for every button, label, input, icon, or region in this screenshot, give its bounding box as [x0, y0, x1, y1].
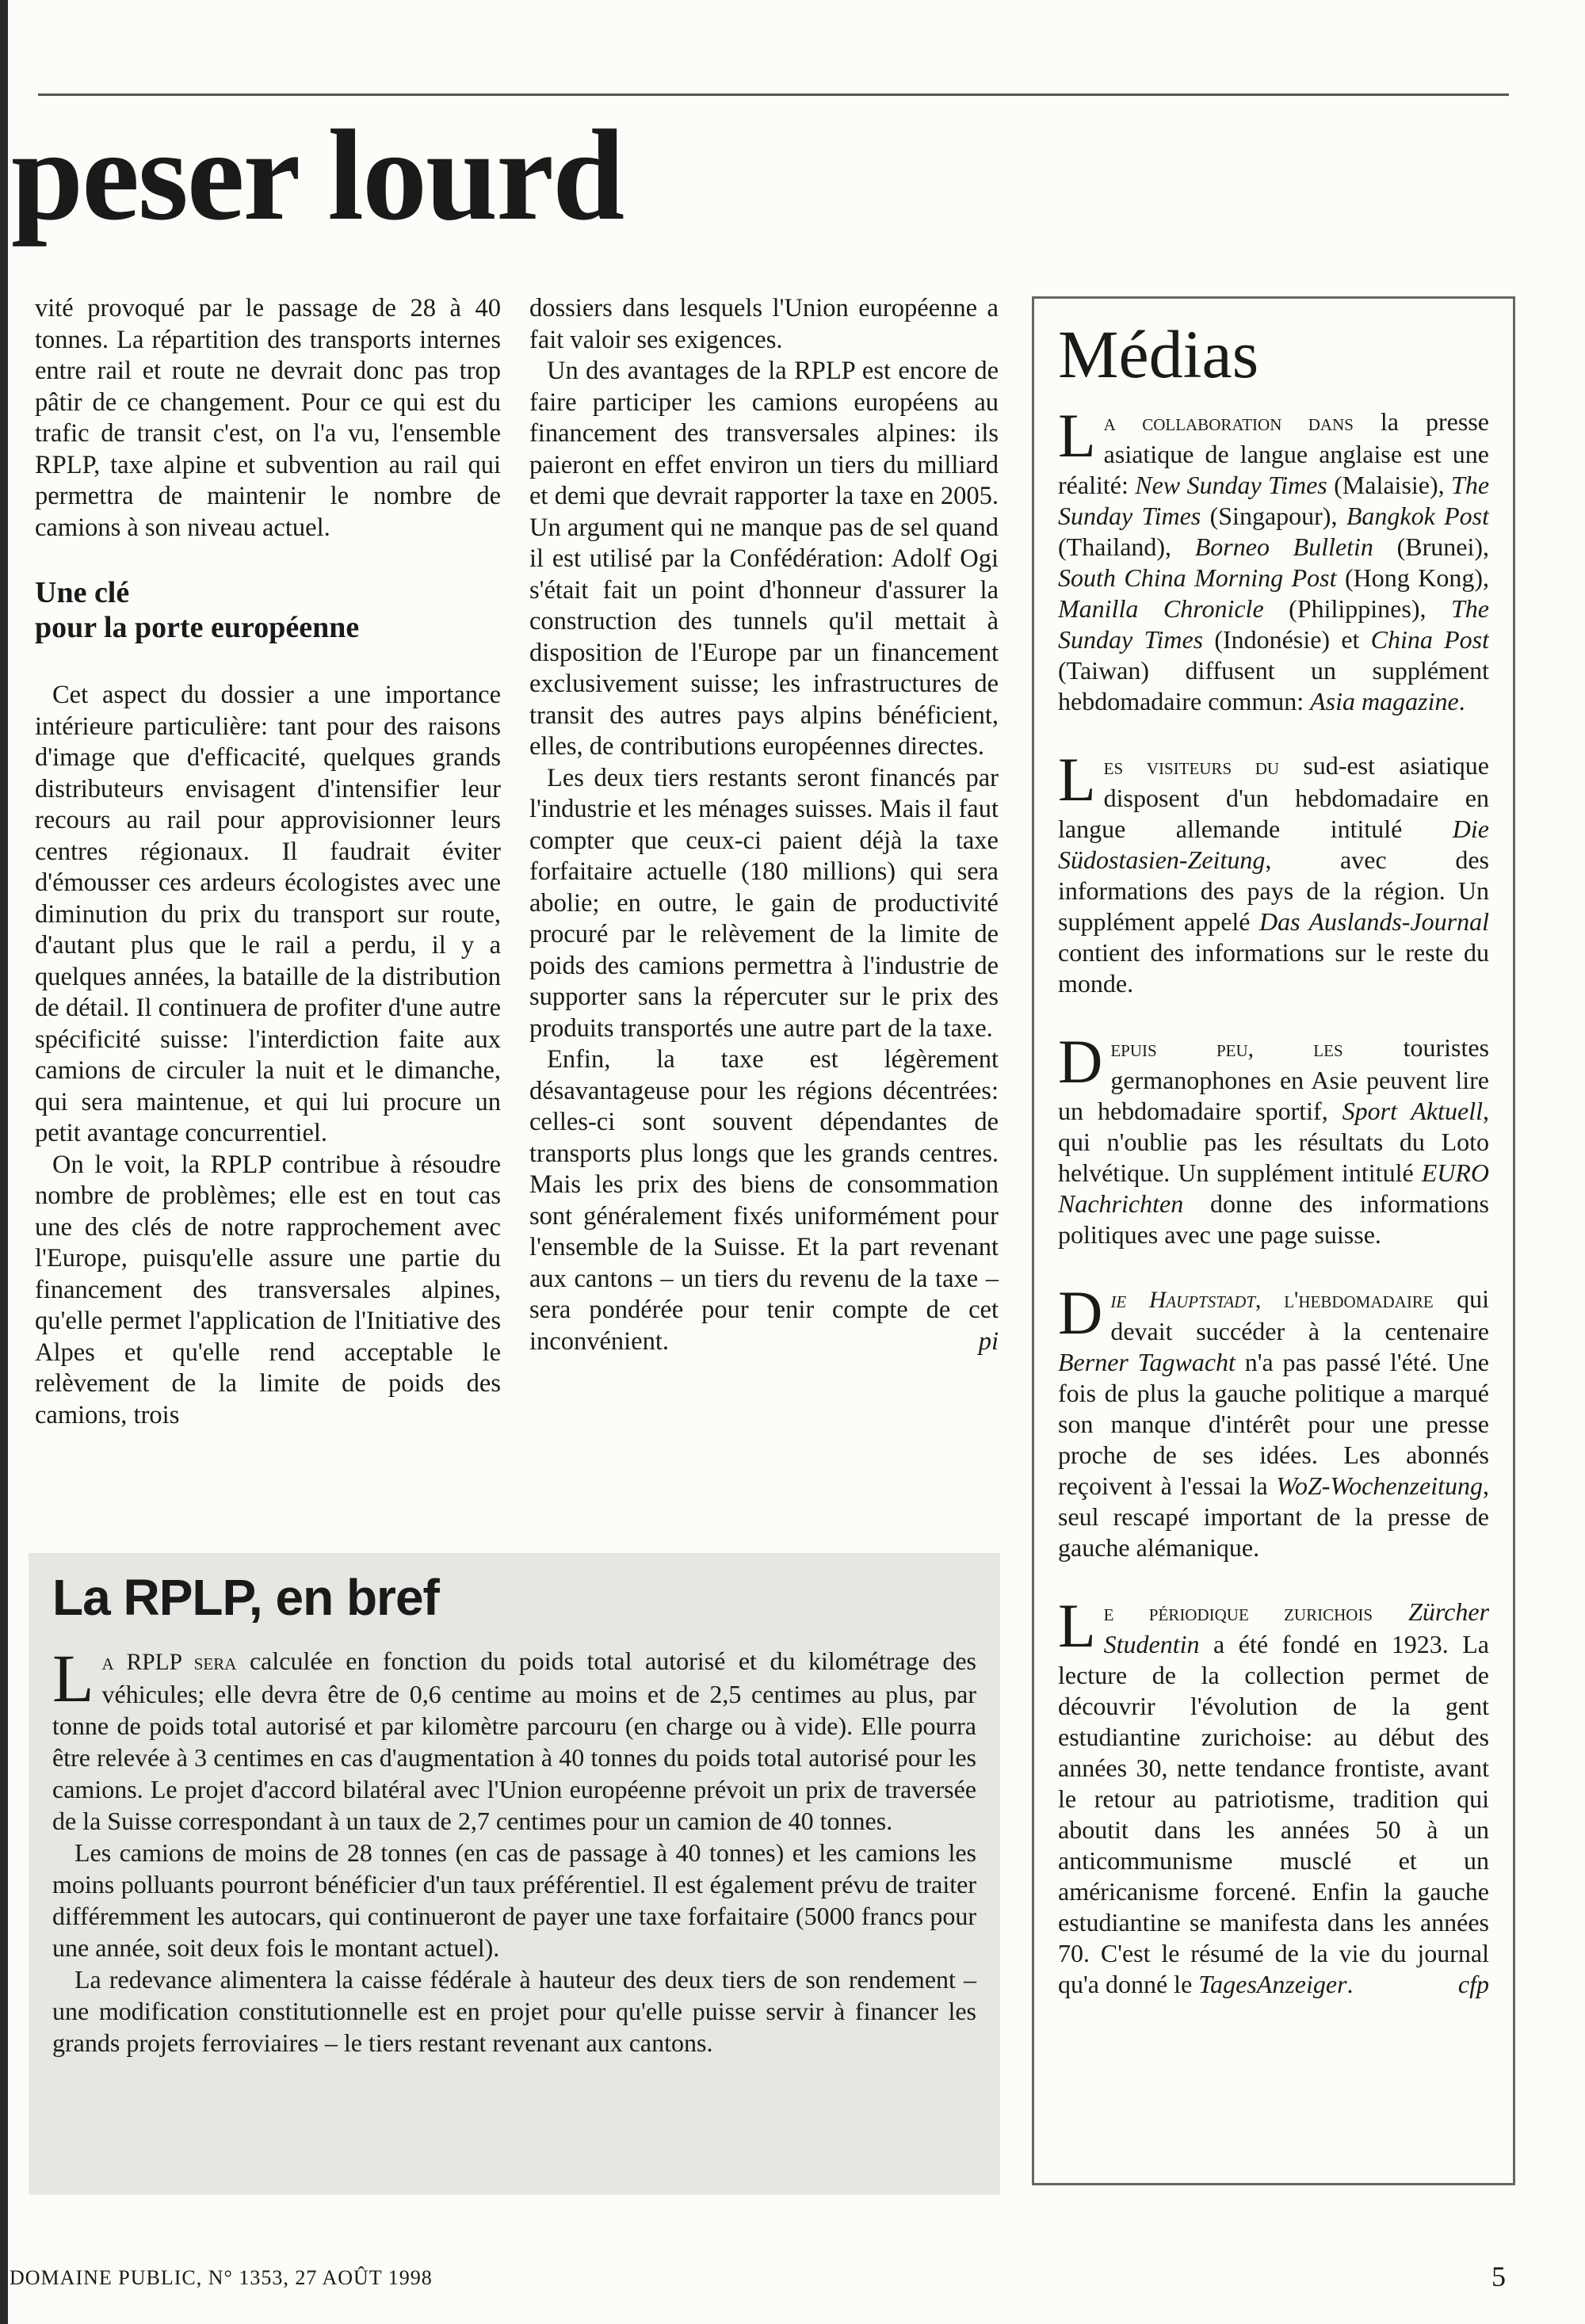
sidebar-rplp-brief — [29, 1553, 1000, 2195]
medias-title: Médias — [1058, 316, 1259, 392]
top-rule — [38, 93, 1509, 96]
page-number: 5 — [1491, 2261, 1506, 2292]
footer-publication: DOMAINE PUBLIC, N° 1353, 27 AOÛT 1998 — [10, 2266, 433, 2289]
headline: peser lourd — [11, 104, 624, 247]
paragraph: La redevance alimentera la caisse fédérale à hauteur des deux tiers de son rendement – une modification constitutionnelle est en projet pour qu'elle puisse servir à financer les grands projets ferroviaires – le tiers restant revenant aux cantons. — [52, 1965, 976, 2057]
page-edge — [0, 0, 8, 2324]
drop-cap: D — [1058, 1284, 1103, 1347]
subheading: Une clé pour la porte européenne — [35, 576, 360, 644]
article-column-2 — [529, 293, 999, 1357]
paragraph: Les camions de moins de 28 tonnes (en cas de passage à 40 tonnes) et les camions les moins polluants pourront bénéficier d'un taux préférentiel. Il est également prévu de traiter différemment les autocars, qui continueront de payer une taxe forfaitaire (5000 francs pour une année, soit deux fois le montant actuel). — [52, 1838, 976, 1962]
medias-items — [1058, 406, 1489, 2000]
paragraph: Les deux tiers restants seront financés par l'industrie et les ménages suisses. Mais il faut compter que ceux-ci paient déjà la taxe forfaitaire actuelle (180 millions) qui sera abolie; en outre, le gain de productivité procuré par le relèvement de la limite de poids des camions permettra à l'industrie de supporter sans la répercuter sur le prix des produits transportés une autre part de la taxe. — [529, 763, 999, 1043]
media-item: Depuis peu, les touristes germanophones en Asie peuvent lire un hebdomadaire sportif, Sport Aktuell, qui n'oublie pas les résultats du Loto helvétique. Un supplément intitulé EURO Nachrichten donne des informations politiques avec une page suisse. — [1058, 1032, 1489, 1249]
drop-cap: L — [1058, 750, 1096, 814]
media-item: Les visiteurs du sud-est asiatique disposent d'un hebdomadaire en langue allemande intitulé Die Südostasien-Zeitung, avec des informations des pays de la région. Un supplément appelé Das Auslands-Journal contient des informations sur le reste du monde. — [1058, 750, 1489, 998]
drop-cap: L — [1058, 406, 1096, 470]
paragraph: La RPLP sera calculée en fonction du poids total autorisé et du kilométrage des véhicules; elle devra être de 0,6 centime au moins et de 2,5 centimes au plus, par tonne de poids total autorisé et par kilomètre parcouru (en charge ou à vide). Elle pourra être relevée à 3 centimes en cas d'augmentation à 40 tonnes du poids total autorisé pour les camions. Le projet d'accord bilatéral avec l'Union européenne prévoit un prix de traversée de la Suisse correspondant à un taux de 2,7 centimes pour un camion de 40 tonnes. — [52, 1640, 976, 1835]
paragraph: Cet aspect du dossier a une importance intérieure particulière: tant pour des raisons d'image que d'efficacité, quelques grands distributeurs envisagent d'intensifier leur recours au rail pour approvisionner leurs centres régionaux. Il faudrait éviter d'émousser ces ardeurs écologistes avec une diminution du prix du transport sur route, d'autant plus que le rail a perdu, il y a quelques années, la bataille de la distribution de détail. Il continuera de profiter d'une autre spécificité suisse: l'interdiction faite aux camions de circuler la nuit et le dimanche, qui sera maintenue, et qui lui procure un petit avantage concurrentiel. — [35, 681, 501, 1147]
drop-cap: D — [1058, 1032, 1103, 1096]
author-signature: cfp — [1457, 1970, 1489, 1998]
paragraph: dossiers dans lesquels l'Union européenne a fait valoir ses exigences. — [529, 294, 999, 354]
drop-cap: L — [52, 1640, 94, 1716]
paragraph: On le voit, la RPLP contribue à résoudre nombre de problèmes; elle est en tout cas une des clés de notre rapprochement avec l'Europe, puisqu'elle assure une partie du financement des transversales alpines, qu'elle permet l'application de l'Initiative des Alpes et qu'elle rend acceptable le relèvement de la limite de poids des camions, trois — [35, 1150, 501, 1429]
media-item: La collaboration dans la presse asiatique de langue anglaise est une réalité: New Sunday Times (Malaisie), The Sunday Times (Singapour), Bangkok Post (Thailand), Borneo Bulletin (Brunei), South China Morning Post (Hong Kong), Manilla Chronicle (Philippines), The Sunday Times (Indonésie) et China Post (Taiwan) diffusent un supplément hebdomadaire commun: Asia magazine. — [1058, 406, 1489, 716]
paragraph: Un des avantages de la RPLP est encore de faire participer les camions européens au financement des transversales alpines: ils paieront en effet environ un tiers du milliard et demi que devrait rapporter la taxe en 2005. Un argument qui ne manque pas de sel quand il est utilisé par la Confédération: Adolf Ogi s'était fait un point d'honneur d'assurer la construction des tunnels qu'il mettait à disposition de l'Europe par un financement exclusivement suisse; les infrastructures de transit des autres pays alpins bénéficient, elles, de contributions européennes directes. — [529, 357, 999, 761]
brief-body — [52, 1640, 976, 2059]
paragraph: vité provoqué par le passage de 28 à 40 tonnes. La répartition des transports internes entre rail et route ne devrait donc pas trop pâtir de ce changement. Pour ce qui est du trafic de transit c'est, on l'a vu, l'ensemble RPLP, taxe alpine et subvention au rail qui permettra de maintenir le nombre de camions à son niveau actuel. — [35, 294, 501, 542]
media-item: Le périodique zurichois Zürcher Studentin a été fondé en 1923. La lecture de la collection permet de découvrir l'évolution de la gent estudiantine zurichoise: au début des années 30, nette tendance frontiste, avant le retour au patriotisme, tradition qui aboutit dans les années 50 à un anticommunisme musclé et un américanisme forcené. Enfin la gauche estudiantine se manifesta dans les années 70. C'est le résumé de la vie du journal qu'a donné le TagesAnzeiger. cfp — [1058, 1597, 1489, 1998]
brief-title: La RPLP, en bref — [52, 1569, 439, 1626]
author-signature: pi — [978, 1326, 999, 1356]
media-item: Die Hauptstadt, l'hebdomadaire qui devait succéder à la centenaire Berner Tagwacht n'a pas passé l'été. Une fois de plus la gauche politique a marqué son manque d'intérêt pour une presse proche de ses idées. Les abonnés reçoivent à l'essai la WoZ-Wochenzeitung, seul rescapé important de la presse de gauche alémanique. — [1058, 1284, 1489, 1562]
article-column-1 — [35, 293, 501, 1431]
paragraph: Enfin, la taxe est légèrement désavantageuse pour les régions décentrées: celles-ci sont souvent dépendantes de transports plus longs que les grands centres. Mais les prix des biens de consommation sont généralement fixés uniformément pour l'ensemble de la Suisse. Et la part revenant aux cantons – un tiers du revenu de la taxe – sera pondérée pour tenir compte de cet inconvénient. pi — [529, 1044, 999, 1357]
medias-box — [1032, 296, 1515, 2185]
drop-cap: L — [1058, 1597, 1096, 1660]
